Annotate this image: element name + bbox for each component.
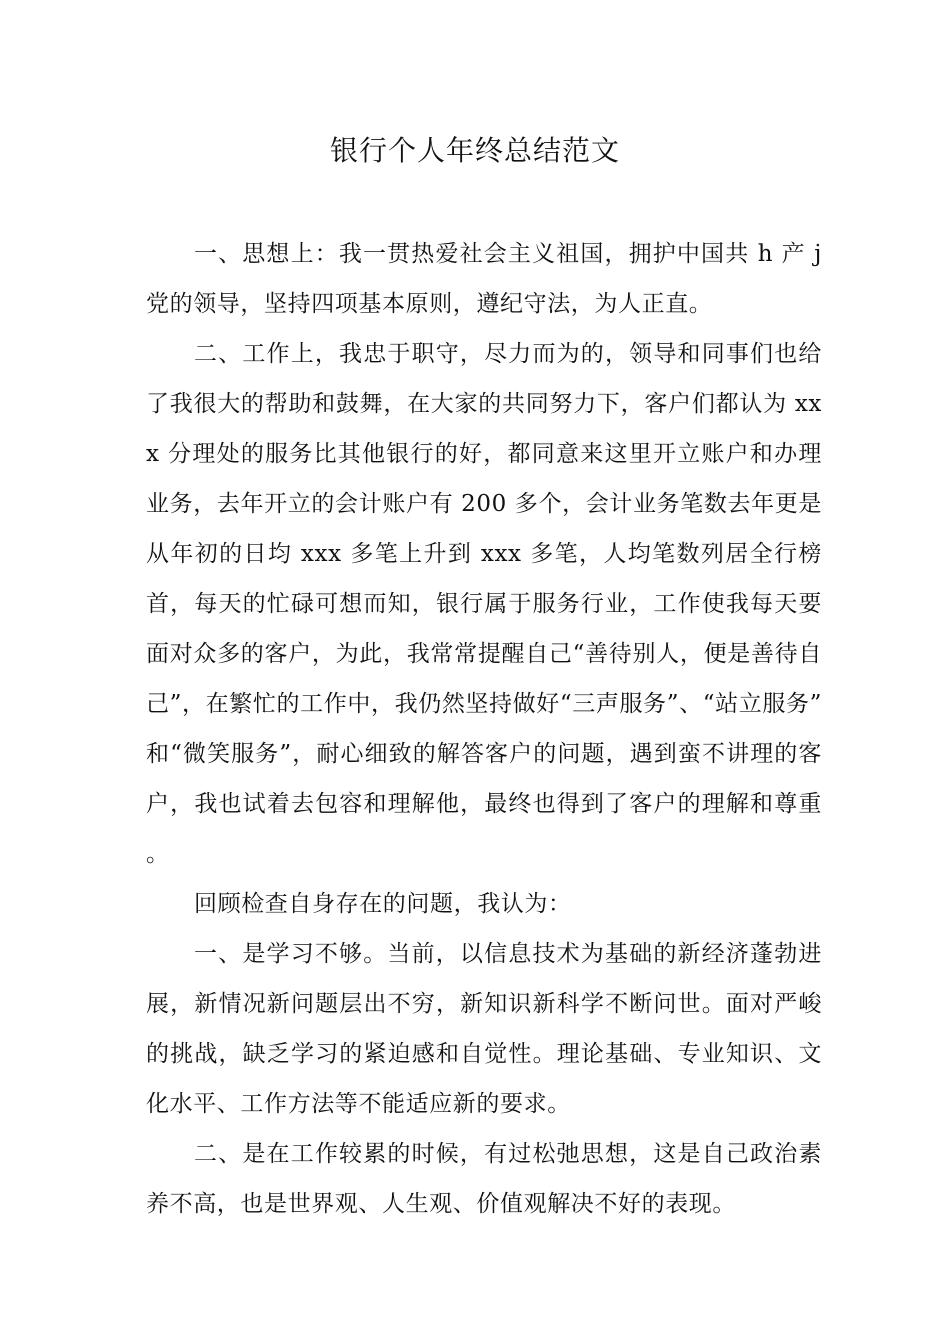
- paragraph-review-intro: 回顾检查自身存在的问题，我认为：: [194, 891, 572, 917]
- paragraph-slack-issue: 二、是在工作较累的时候，有过松弛思想，这是自己政治素养不高，也是世界观、人生观、价值观解决不好的表现。: [146, 1141, 822, 1217]
- paragraph-study-issue: 一、是学习不够。当前，以信息技术为基础的新经济蓬勃进展，新情况新问题层出不穷，新知识新科学不断问世。面对严峻的挑战，缺乏学习的紧迫感和自觉性。理论基础、专业知识、文化水平、工作方法等不能适应新的要求。: [146, 941, 822, 1117]
- document-body: [146, 229, 822, 1229]
- paragraph-thought: 一、思想上：我一贯热爱社会主义祖国，拥护中国共 h 产 j 党的领导，坚持四项基本原则，遵纪守法，为人正直。: [146, 241, 822, 317]
- paragraph-work: 二、工作上，我忠于职守，尽力而为的，领导和同事们也给了我很大的帮助和鼓舞，在大家的共同努力下，客户们都认为 xxx 分理处的服务比其他银行的好，都同意来这里开立账户和办理业务，去年开立的会计账户有 200 多个，会计业务笔数去年更是从年初的日均 xxx 多笔上升到 xxx 多笔，人均笔数列居全行榜首，每天的忙碌可想而知，银行属于服务行业，工作使我每天要面对众多的客户，为此，我常常提醒自己“善待别人，便是善待自己”，在繁忙的工作中，我仍然坚持做好“三声服务”、“站立服务”和“微笑服务”，耐心细致的解答客户的问题，遇到蛮不讲理的客户，我也试着去包容和理解他，最终也得到了客户的理解和尊重。: [146, 341, 822, 867]
- document-title: 银行个人年终总结范文: [329, 134, 620, 167]
